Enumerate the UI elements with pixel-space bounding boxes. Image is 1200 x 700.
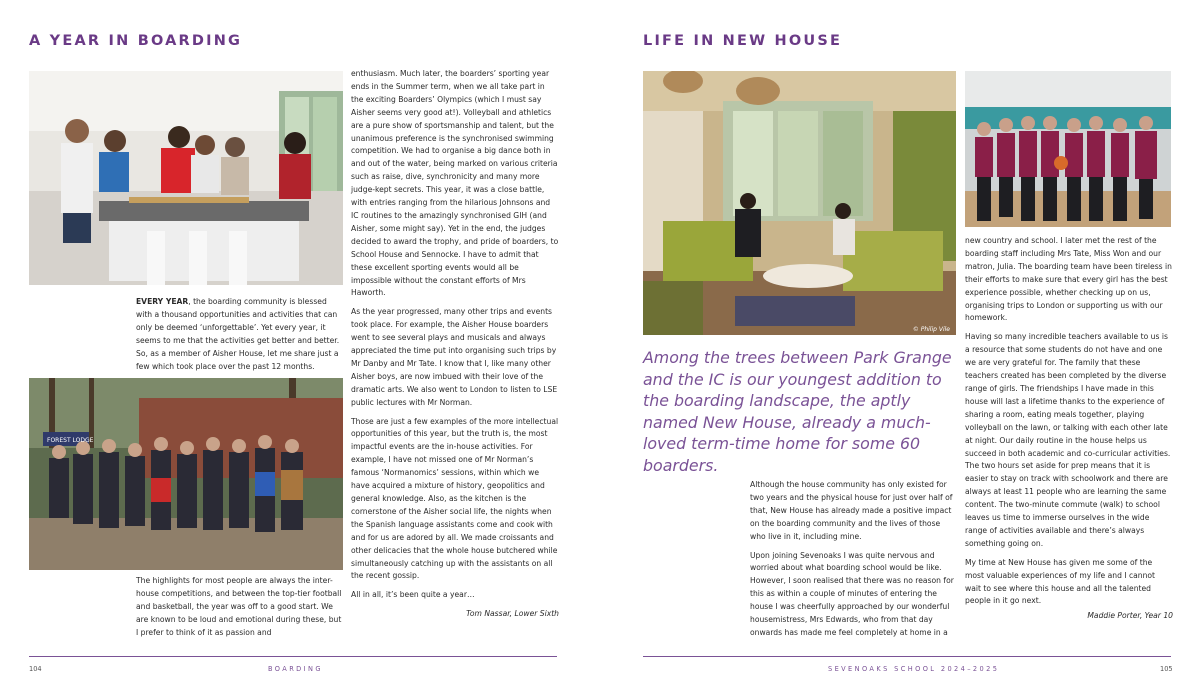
left-page-heading: A YEAR IN BOARDING <box>29 33 243 49</box>
photo-credit: © Philip Vile <box>912 326 950 333</box>
right-col1-p2: Upon joining Sevenoaks I was quite nervous and worried about what boarding school would be like. However, I soon realised that there was no reason for this as within a couple of minutes of entering the house I was cheerfully approached by our wonderful housemistress, Mrs Edwards, who from that day onwards has made me feel completely at home in a <box>750 550 954 637</box>
right-page-heading: LIFE IN NEW HOUSE <box>643 33 843 49</box>
right-col2-p1: new country and school. I later met the rest of the boarding staff including Mrs Tate, Miss Won and our matron, Julia. The boarding team have been tireless in their efforts to make sure that every girl has the best experience possible, whether checking up on us, organising trips to London or supporting us with our homework. <box>965 236 1172 323</box>
right-footer-rule <box>643 656 1171 657</box>
left-col2-p2: As the year progressed, many other trips and events took place. For example, the Aisher House boarders went to see several plays and musicals and always appreciated the time put into organising such trips by Mr Danby and Mr Tate. I know that I, like many other Aisher boys, are now imbued with their love of the dramatic arts. We also went to London to listen to LSE public lectures with Mr Norman. <box>351 307 558 407</box>
pull-quote: Among the trees between Park Grange and the IC is our youngest addition to the boarding landscape, the aptly named New House, already a much-loved term-time home for some 60 boarders. <box>643 348 952 475</box>
right-col1-text <box>750 479 958 646</box>
right-col2-p2: Having so many incredible teachers available to us is a resource that some students do not have and one we are very grateful for. The family that these teachers created has been completed by the diverse range of girls. The friendships I have made in this house will last a lifetime thanks to the experience of sharing a room, eating meals together, playing volleyball on the lawn, or talking with each other late at night. Our daily routine in the house helps us succeed in both academic and co-curricular activities. The two hours set aside for prep means that it is easier to stay on track with schoolwork and there are always at least 11 people who are learning the same content. The two-minute commute (walk) to school leaves us time to immerse ourselves in the wide range of activities available and there’s always something going on. <box>965 332 1171 548</box>
left-intro-text <box>136 296 342 379</box>
lounge-photo <box>643 71 956 335</box>
right-footer-label: SEVENOAKS SCHOOL 2024–2025 <box>828 665 1000 673</box>
left-col1-p2: The highlights for most people are always the inter-house competitions, and between the top-tier football and basketball, the year was off to a good start. We are known to be loud and emotional during these, but I prefer to think of it as passion and <box>136 576 342 637</box>
right-page-number: 105 <box>1160 665 1173 673</box>
forest-lodge-sign: FOREST LODGE <box>47 437 94 444</box>
right-col2-text <box>965 235 1173 623</box>
intro-lead: EVERY YEAR <box>136 297 189 306</box>
kitchen-photo <box>29 71 343 285</box>
left-footer-rule <box>29 656 557 657</box>
left-col2-p1: enthusiasm. Much later, the boarders’ sporting year ends in the Summer term, when we all take part in the exciting Boarders’ Olympics (which I must say Aisher seems very good at!). Volleyball and athletics are a pure show of sportsmanship and talent, but the unanimous preference is the synchronised swimming competition. We had to organise a big dance both in and out of the water, being marked on various criteria such as raise, dive, synchronicity and many more judge-kept secrets. This year, it was a close battle, with entries ranging from the hilarious Johnsons and IC routines to the amazingly synchronised GIH (and Aisher, some might say). Yet in the end, the judges decided to award the trophy, and pride of boarders, to School House and Sennocke. I have to admit that these excellent sporting events would all be impossible without the constant efforts of Mrs Haworth. <box>351 69 559 298</box>
left-page-number: 104 <box>29 665 42 673</box>
left-footer-label: BOARDING <box>268 665 323 673</box>
group-photo <box>29 378 343 570</box>
gym-group-photo <box>965 71 1171 227</box>
left-col2-p4: All in all, it’s been quite a year… <box>351 590 475 600</box>
right-col2-p3: My time at New House has given me some of the most valuable experiences of my life and I cannot wait to see where this house and all the talented people in it go next. <box>965 557 1156 606</box>
left-signature: Tom Nassar, Lower Sixth <box>466 609 559 619</box>
right-col1-p1: Although the house community has only existed for two years and the physical house for just over half of that, New House has already made a positive impact on the boarding community and the lives of those who live in it, including mine. <box>750 480 953 541</box>
left-col1-continued <box>136 575 342 646</box>
left-col2-text <box>351 68 559 621</box>
right-signature: Maddie Porter, Year 10 <box>1087 611 1173 621</box>
intro-rest: , the boarding community is blessed with a thousand opportunities and activities that can only be deemed ‘unforgettable’. Yet every year, it seems to me that the activities get better and better. So, as a member of Aisher House, let me share just a few which took place over the past 12 months. <box>136 297 340 371</box>
left-col2-p3: Those are just a few examples of the more intellectual opportunities of this year, but the truth is, the most impactful events are the in-house activities. For example, I have not missed one of Mr Norman’s famous ‘Normanomics’ sessions, within which we have acquired a mixture of history, geopolitics and general knowledge. Also, as the kitchen is the cornerstone of the Aisher social life, the nights when the Spanish language assistants come and cook with and for us are adored by all. We made croissants and other delicacies that the whole house butchered while simultaneously catching up with the assistants on all the recent gossip. <box>351 416 559 581</box>
